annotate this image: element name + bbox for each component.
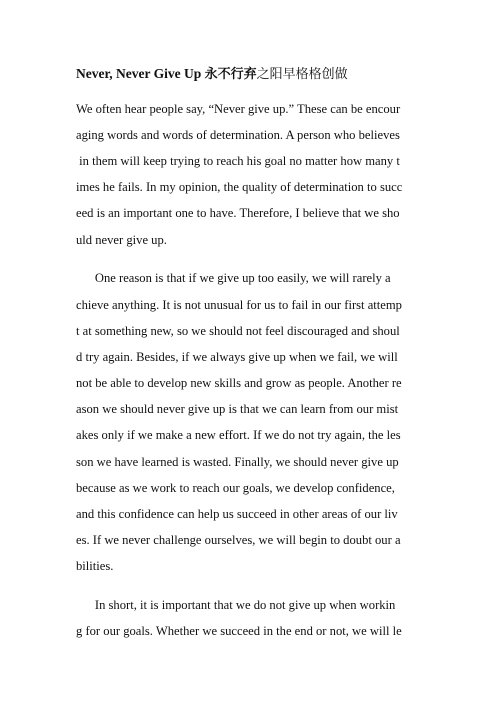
paragraph-1-line: in them will keep trying to reach his goal no matter how many t [76,154,400,168]
paragraph-1-line: eed is an important one to have. Therefore, I believe that we sho [76,206,400,220]
paragraph-2-line: One reason is that if we give up too easily, we will rarely a [76,271,391,285]
paragraph-1-line: aging words and words of determination. A person who believes [76,128,400,142]
paragraph-2-line: son we have learned is wasted. Finally, we should never give up [76,455,399,469]
paragraph-2-line: chieve anything. It is not unusual for us to fail in our first attemp [76,298,402,312]
title-latin: Never, Never Give Up [76,66,202,81]
title-cjk-rest: 之阳早格格创做 [256,67,348,82]
paragraph-3-line: In short, it is important that we do not give up when workin [76,598,396,612]
paragraph-2-line: akes only if we make a new effort. If we do not try again, the les [76,428,401,442]
paragraph-2-line: t at something new, so we should not feel discouraged and shoul [76,324,400,338]
document-title [76,65,348,84]
paragraph-1-line: We often hear people say, “Never give up.” These can be encour [76,102,401,116]
paragraph-2-line: not be able to develop new skills and grow as people. Another re [76,376,402,390]
paragraph-1-line: uld never give up. [76,233,167,247]
paragraph-2-line: d try again. Besides, if we always give up when we fail, we will [76,350,398,364]
paragraph-2-line: ason we should never give up is that we can learn from our mist [76,402,399,416]
paragraph-1-line: imes he fails. In my opinion, the quality of determination to succ [76,180,403,194]
paragraph-2-line: es. If we never challenge ourselves, we will begin to doubt our a [76,533,401,547]
paragraph-2-line: and this confidence can help us succeed in other areas of our liv [76,507,398,521]
paragraph-2-line: because as we work to reach our goals, we develop confidence, [76,481,395,495]
title-cjk-bold: 永不行弃 [204,67,257,82]
paragraph-2-line: bilities. [76,559,114,573]
paragraph-3-line: g for our goals. Whether we succeed in the end or not, we will le [76,624,402,638]
